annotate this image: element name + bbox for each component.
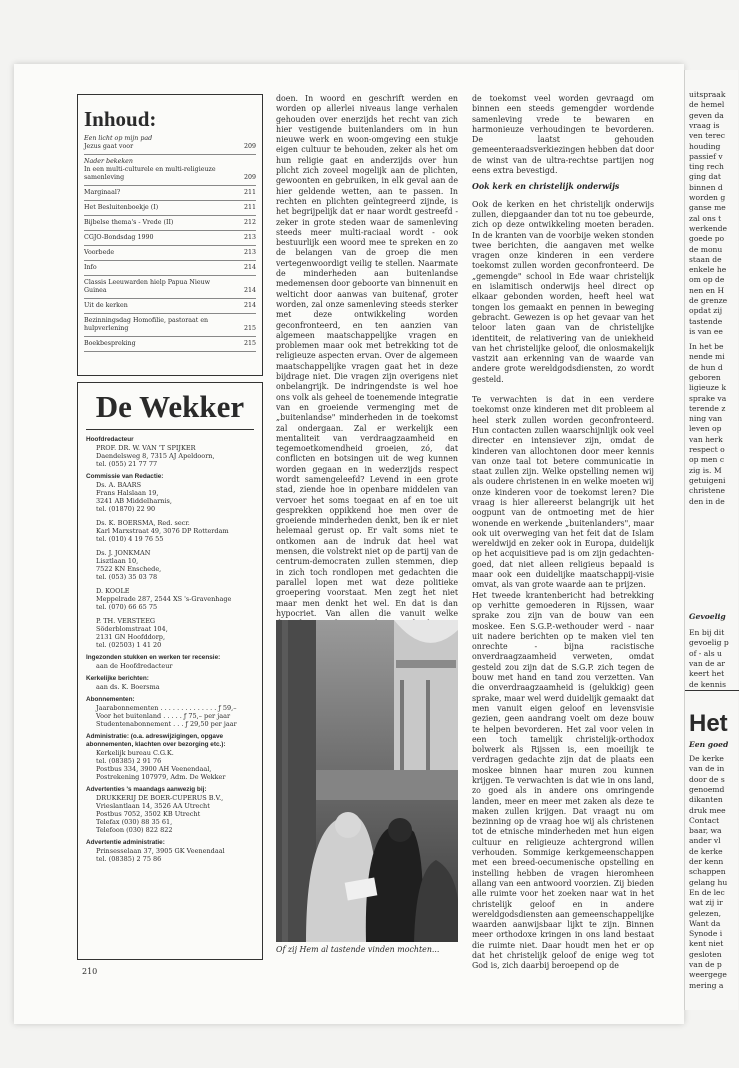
next-page-line: de hun d [689, 362, 723, 372]
next-page-line: enkele he [689, 265, 727, 275]
toc-item-heading: Een licht op mijn pad [84, 135, 153, 142]
next-page-line: wat zij ir [689, 898, 723, 908]
photo-caption: Of zij Hem al tastende vinden mochten... [276, 945, 440, 954]
administratie-info: Kerkelijk bureau C.G.K. tel. (08385) 2 91 76 Postbus 334, 3900 AH Veenendaal, Postrekening 107979, Adm. De Wekker [96, 749, 226, 781]
toc-item [84, 299, 256, 314]
next-page-line: nende mi [689, 352, 725, 362]
next-page-line: op men c [689, 455, 725, 465]
abonnementen-label: Abonnementen: [86, 696, 135, 703]
photo-mosque-women [276, 620, 458, 942]
toc-item-title [84, 302, 128, 310]
article-column-right [472, 94, 654, 971]
article-paragraph: Te verwachten is dat in een verdere toekomst onze kinderen met dit probleem al heel sterk zullen worden geconfronteerd. Hun contacten zullen waarschijnlijk ook veel directer en intensiever zijn, omdat de kinderen van allochtonen door meer kennis van onze taal tot betere communicatie in staat zullen zijn. Welke opstelling nemen wij als oudere christenen in en welke moeten wij onze kinderen voor de toekomst leren? Die vraag is hier allereerst belangrijk uit het oogpunt van de ontmoeting met de hier wonende en werkende „buitenlanders", maar ook uit overweging van het feit dat de Islam wereldwijd en zeker ook in Europa, duidelijk op het acquisitieve pad is om zijn gedachten-goed, dat niet alleen religieus bepaald is maar ook een duidelijke maatschappij-visie omvat, als van grote waarde aan te prijzen. [472, 395, 654, 590]
toc-item-subtitle: Jezus gaat voor [84, 143, 134, 150]
next-page-line: terende z [689, 403, 726, 413]
next-page-line: van de ar [689, 658, 726, 668]
next-page-line: Synode i [689, 929, 723, 939]
toc-item-heading: Nader bekeken [84, 158, 133, 165]
next-page-line: uitspraak [689, 90, 726, 99]
next-page-line: sprake va [689, 393, 727, 403]
toc-item-title [84, 189, 120, 197]
next-page-line: is van ee [689, 326, 723, 336]
toc-item-page: 209 [243, 174, 256, 181]
next-page-line: worden g [689, 193, 726, 202]
next-page-line: ging dat [689, 172, 721, 182]
next-page-line: van de in [689, 764, 725, 774]
article-paragraph: Het tweede krantenbericht had betrekking op verhitte gemoederen in Rijssen, waar sprake zou zijn van de bouw van een moskee. Een S.G.P.-wethouder werd - naar uit nadere berichten op te maken viel ten onrechte - bijna racistische onverdraagzaamheid verweten, omdat gesteld zou zijn dat de S.G.P. zich tegen de bouw met hand en tand zou verzetten. Van die onverdraagzaamheid is (gelukkig) geen sprake, maar wel werd duidelijk gemaakt dat men vanuit eigen geloof en levensvisie gezien, geen aandrang voelt om deze bouw te helpen bevorderen. Het zal voor velen in een toch tamelijk christelijk-orthodox bolwerk als Rijssen is, een moeilijk te verdragen gedachte zijn dat de plaats een moskee binnen haar muren zou kunnen krijgen. Te verwachten is dat wie in ons land, zo goed als in andere ons omringende landen, meer en meer met zaken als deze te maken zullen krijgen. Dat vraagt nu om bezinning op de vraag hoe wij als christenen tot de etnische minderheden met hun eigen cultuur en religieuze achtergrond willen verhouden. Sommige kerkgemeenschappen met een breed-oecumenische opstelling en instelling hebben de vragen hieromheen allang van een antwoord voorzien. Zij bieden alle ruimte voor het zoeken naar wat in het christelijk geloof en in andere wereldgodsdiensten aan gemeenschappelijke waarden aanwijsbaar lijkt te zijn. Binnen meer orthodoxe kringen in ons land bestaat die ruimte niet. Daar houdt men het er op dat het christelijk geloof de enige weg tot God is, zich daarbij beroepend op de [472, 590, 654, 971]
toc-item-page: 214 [243, 264, 256, 271]
toc-item-title [84, 264, 97, 272]
advertentie-adm-label: Advertentie administratie: [86, 839, 165, 846]
next-page-edge [684, 70, 738, 1010]
toc-item [84, 132, 256, 155]
next-page-line: De kerke [689, 754, 724, 763]
next-page-line: om op de [689, 275, 725, 285]
next-page-line: En bij dit [689, 628, 725, 637]
toc-item-heading: Voorbede [84, 249, 115, 256]
toc-item [84, 314, 256, 337]
ingezonden-info: aan de Hoofdredacteur [96, 662, 173, 670]
abonnementen-info: Jaarabonnementen . . . . . . . . . . . . . . ƒ 59,– Voor het buitenland . . . . . ƒ 75,– per jaar Studentenabonnement . . . ƒ 29,50 per jaar [96, 704, 237, 728]
toc-item-title [84, 249, 114, 257]
masthead [77, 382, 263, 960]
toc-item-title [84, 279, 234, 295]
table-of-contents [77, 94, 263, 376]
toc-item-title [84, 317, 234, 333]
toc-item [84, 276, 256, 299]
toc-item-page: 215 [243, 325, 256, 332]
article-photo [276, 620, 458, 942]
next-page-line: christene [689, 486, 726, 496]
toc-item [84, 216, 256, 231]
next-page-line: ven terec [689, 131, 726, 141]
kerkelijke-info: aan ds. K. Boersma [96, 683, 160, 691]
kerkelijke-label: Kerkelijke berichten: [86, 675, 149, 682]
toc-item [84, 246, 256, 261]
toc-item-page: 213 [243, 249, 256, 256]
commissie-member: Ds. A. BAARS Frans Halslaan 19, 3241 AB Middelharnis, tel. (01870) 22 90 [96, 481, 172, 513]
toc-item-page: 209 [243, 143, 256, 150]
next-page-line: druk mee [689, 805, 726, 815]
advertenties-info: DRUKKERIJ DE BOER-CUPERUS B.V., Vrieslantlaan 14, 3526 AA Utrecht Postbus 7052, 3502 KB Utrecht Telefax (030) 88 35 61, Telefoon (030) 822 822 [96, 794, 224, 834]
next-page-line: weergege [689, 970, 727, 980]
hoofdredacteur-label: Hoofdredacteur [86, 436, 134, 443]
toc-item-title [84, 204, 158, 212]
hoofdredacteur-info: PROF. DR. W. VAN 'T SPIJKER Daendelsweg 8, 7315 AJ Apeldoorn, tel. (055) 21 77 77 [96, 444, 215, 468]
next-page-line: gelezen, [689, 908, 722, 918]
toc-item [84, 261, 256, 276]
next-page-line: van herk [689, 434, 723, 444]
toc-item-title [84, 219, 173, 227]
next-page-line: Want da [689, 918, 721, 928]
next-page-line: zig is. M [689, 465, 722, 475]
next-page-line: gesloten [689, 949, 722, 959]
toc-item-title [84, 158, 234, 182]
ingezonden-label: Ingezonden stukken en werken ter recensie: [86, 654, 221, 661]
next-page-line: kent niet [689, 939, 724, 949]
toc-item-heading: Info [84, 264, 97, 271]
next-page-line: ganse me [689, 203, 726, 213]
section-heading: Ook kerk en christelijk onderwijs [472, 182, 620, 192]
toc-item-heading: Marginaal? [84, 189, 121, 196]
toc-item [84, 337, 256, 352]
administratie-label: Administratie: (o.a. adreswijzigingen, opgave abonnementen, klachten over bezorging etc.): [86, 733, 226, 748]
toc-item [84, 231, 256, 246]
masthead-title: De Wekker [86, 389, 254, 430]
toc-item-title [84, 340, 136, 348]
toc-title: Inhoud: [84, 107, 157, 131]
next-page-line: van de p [689, 960, 722, 969]
next-page-line: geven da [689, 110, 724, 120]
next-page-line: gelang hu [689, 877, 728, 887]
next-page-line: Contact [689, 815, 720, 825]
next-page-line: tastende [689, 316, 723, 326]
next-page-rule [685, 690, 739, 691]
toc-item-heading: CGJO-Bondsdag 1990 [84, 234, 154, 241]
toc-item-heading: Classis Leeuwarden hielp Papua Nieuw Guinea [84, 279, 211, 294]
next-page-line: of - als u [689, 648, 722, 658]
next-page-line: schappen [689, 867, 726, 877]
advertenties-label: Advertenties 's maandags aanwezig bij: [86, 786, 207, 793]
toc-item-subtitle: In een multi-culturele en multi-religieuze samenleving [84, 166, 216, 181]
next-page-line: leven op [689, 424, 722, 434]
toc-item-heading: Uit de kerken [84, 302, 128, 309]
toc-item-heading: Het Besluitenboekje (I) [84, 204, 159, 211]
next-page-line: de kerke [689, 846, 723, 856]
next-page-line: ting rech [689, 162, 724, 172]
next-page-line: zal ons t [689, 213, 722, 223]
next-page-line: ander vl [689, 836, 721, 846]
next-page-line: houding [689, 141, 721, 151]
toc-item-page: 212 [243, 219, 256, 226]
toc-item-heading: Bezinningsdag Homofilie, pastoraat en hulpverlening [84, 317, 209, 332]
next-page-line: den in de [689, 496, 725, 506]
next-page-line: staan de [689, 254, 722, 264]
next-page-line: baar, wa [689, 826, 722, 836]
next-page-line: passief v [689, 151, 723, 161]
next-page-line: gevoelig p [689, 638, 729, 648]
commissie-member: D. KOOLE Meppelrade 287, 2544 XS 's-Gravenhage tel. (070) 66 65 75 [96, 587, 232, 611]
toc-item-page: 213 [243, 234, 256, 241]
next-page-line: dikanten [689, 795, 723, 805]
article-paragraph: doen. In woord en geschrift werden en worden op allerlei niveaus lange verhalen gehouden over enerzijds het recht van zich hier vestigende buitenlanders om in hun nieuwe werk en woon-omgeving een stukje eigen cultuur te behouden, zeker als het om hun religie gaat en anderzijds over hun plicht zich zoveel mogelijk aan de plichten, gewoonten en gebruiken, in elk geval aan de hier geldende wetten, aan te passen. In rechten en plichten geïntegreerd zijnde, is het begrijpelijk dat er naar wordt gestreefd - zeker in grote steden waar de samenleving steeds meer multi-raciaal wordt - ook bestuurlijk een woord mee te spreken en zo de belangen van de groep die men vertegenwoordigt veilig te stellen. Naarmate de minderheden aan buitenlandse medemensen door geboorte van binnenuit en welticht door aanwas van buitenaf, groter worden, zal onze samenleving steeds sterker met deze ontwikkeling worden geconfronteerd, en ten aanzien van algemeen maatschappelijke vragen en problemen maar ook met betrekking tot de religieuze aspecten ervan. Over de algemeen maatschappelijke vragen gaat het in deze bijdrage niet. Die vragen zijn overigens niet onbelangrijk. De indringendste is wel hoe ons volk als geheel de toenemende integratie van en groeiende vermenging met de „buitenlandse" minderheden in de toekomst zal ondergaan. Zal er werkelijk een mentaliteit van verdraagzaamheid en tegemoetkomendheid groeien, zó, dat conflicten en botsingen uit de weg kunnen worden gegaan en in wederzijds respect wordt samengeleefd? Levend in een grote stad, ziende hoe in openbare middelen van vervoer het soms toegaat en af en toe uit gesprekken oppikkend hoe men over de groeiende minderheden denkt, ben ik er niet helemaal gerust op. Er valt soms niet te ontkomen aan de indruk dat heel wat mensen, die volstrekt niet op de partij van de centrum-democraten zullen stemmen, diep in zich toch rondlopen met gedachten die parallel lopen met wat deze politieke groepering voorstaat. Men zegt het niet maar men denkt het wel. En dat is dan hypocriet. Van allen die vanuit welke [276, 94, 458, 618]
commissie-member: Ds. J. JONKMAN Lisztlaan 10, 7522 KN Enschede, tel. (053) 35 03 78 [96, 549, 162, 581]
toc-item-page: 214 [243, 287, 256, 294]
toc-item [84, 155, 256, 186]
commissie-member: Ds. K. BOERSMA, Red. secr. Karl Marxstraat 49, 3076 DP Rotterdam tel. (010) 4 19 76 55 [96, 519, 229, 543]
commissie-label: Commissie van Redactie: [86, 473, 164, 480]
toc-item-page: 215 [243, 340, 256, 347]
article-paragraph: de toekomst veel worden gevraagd om binnen een steeds gemengder wordende samenleving vrede te bewaren en harmonieuze verhoudingen te bevorderen. De laatst gehouden gemeenteraadsverkiezingen hebben dat door de winst van de ultra-rechtse partijen nog eens extra bevestigd. [472, 94, 654, 176]
next-page-line: vraag is [689, 120, 720, 130]
next-page-line: de monu [689, 244, 723, 254]
toc-item-title [84, 234, 153, 242]
next-page-line: de hemel [689, 100, 725, 110]
next-page-subheading: Gevoelig [689, 612, 726, 621]
toc-list [84, 132, 256, 352]
next-page-line: goede po [689, 234, 725, 244]
article-paragraph: Ook de kerken en het christelijk onderwijs zullen, diepgaander dan tot nu toe gebeurde, zich op deze ontwikkeling moeten beraden. In de kranten van de voorbije weken stonden twee berichten, die aangaven met welke vragen onze kinderen in een verdere toekomst zullen worden geconfronteerd. De „gemengde" school in Ede waar christelijk en islamitisch onderwijs heel direct op elkaar gebonden worden, heeft heel wat tongen los gemaakt en pennen in beweging gebracht. Gewezen is op het gevaar van het teloor laten gaan van de christelijke identiteit, de relativering van de uniekheid van het christelijke geloof, die onlosmakelijk vastzit aan erkenning van de waarde van andere grote wereldgodsdiensten, zo wordt gesteld. [472, 199, 654, 384]
next-page-line: respect o [689, 445, 725, 454]
next-page-line: ning van [689, 414, 723, 424]
next-page-line: der kenn [689, 857, 724, 866]
next-page-line: door de s [689, 774, 725, 784]
next-page-line: In het be [689, 342, 724, 351]
next-page-line: werkende [689, 223, 727, 233]
toc-item-page: 211 [243, 204, 256, 211]
next-page-line: keert het [689, 669, 725, 679]
next-page-line: binnen d [689, 182, 723, 192]
next-page-line: En de lec [689, 887, 725, 897]
toc-item [84, 201, 256, 216]
next-page-line: de grenze [689, 296, 728, 305]
next-page-line: genoemd [689, 784, 725, 794]
toc-item-heading: Boekbespreking [84, 340, 136, 347]
next-page-line: de kennis [689, 679, 726, 689]
toc-item-heading: Bijbelse thema's - Vrede (II) [84, 219, 174, 226]
toc-item-page: 211 [243, 189, 256, 196]
article-column-middle [276, 94, 458, 618]
next-page-line: opdat zij [689, 306, 723, 316]
toc-item-title [84, 135, 152, 151]
toc-item-page: 214 [243, 302, 256, 309]
next-page-line: getuigeni [689, 475, 726, 485]
next-page-title: Het [689, 710, 728, 737]
next-page-line: mering a [689, 980, 724, 990]
next-page-line: geboren [689, 372, 721, 382]
next-page-title-sub: Een goed [689, 740, 729, 749]
page-number: 210 [82, 967, 98, 976]
next-page-line: nen en H [689, 285, 725, 295]
next-page-line: ligieuze k [689, 383, 727, 393]
commissie-member: P. TH. VERSTEEG Söderblomstraat 104, 2131 GN Hoofddorp, tel. (02503) 1 41 20 [96, 617, 168, 649]
toc-item [84, 186, 256, 201]
advertentie-adm-info: Prinsesselaan 37, 3905 GK Veenendaal tel. (08385) 2 75 86 [96, 847, 225, 863]
